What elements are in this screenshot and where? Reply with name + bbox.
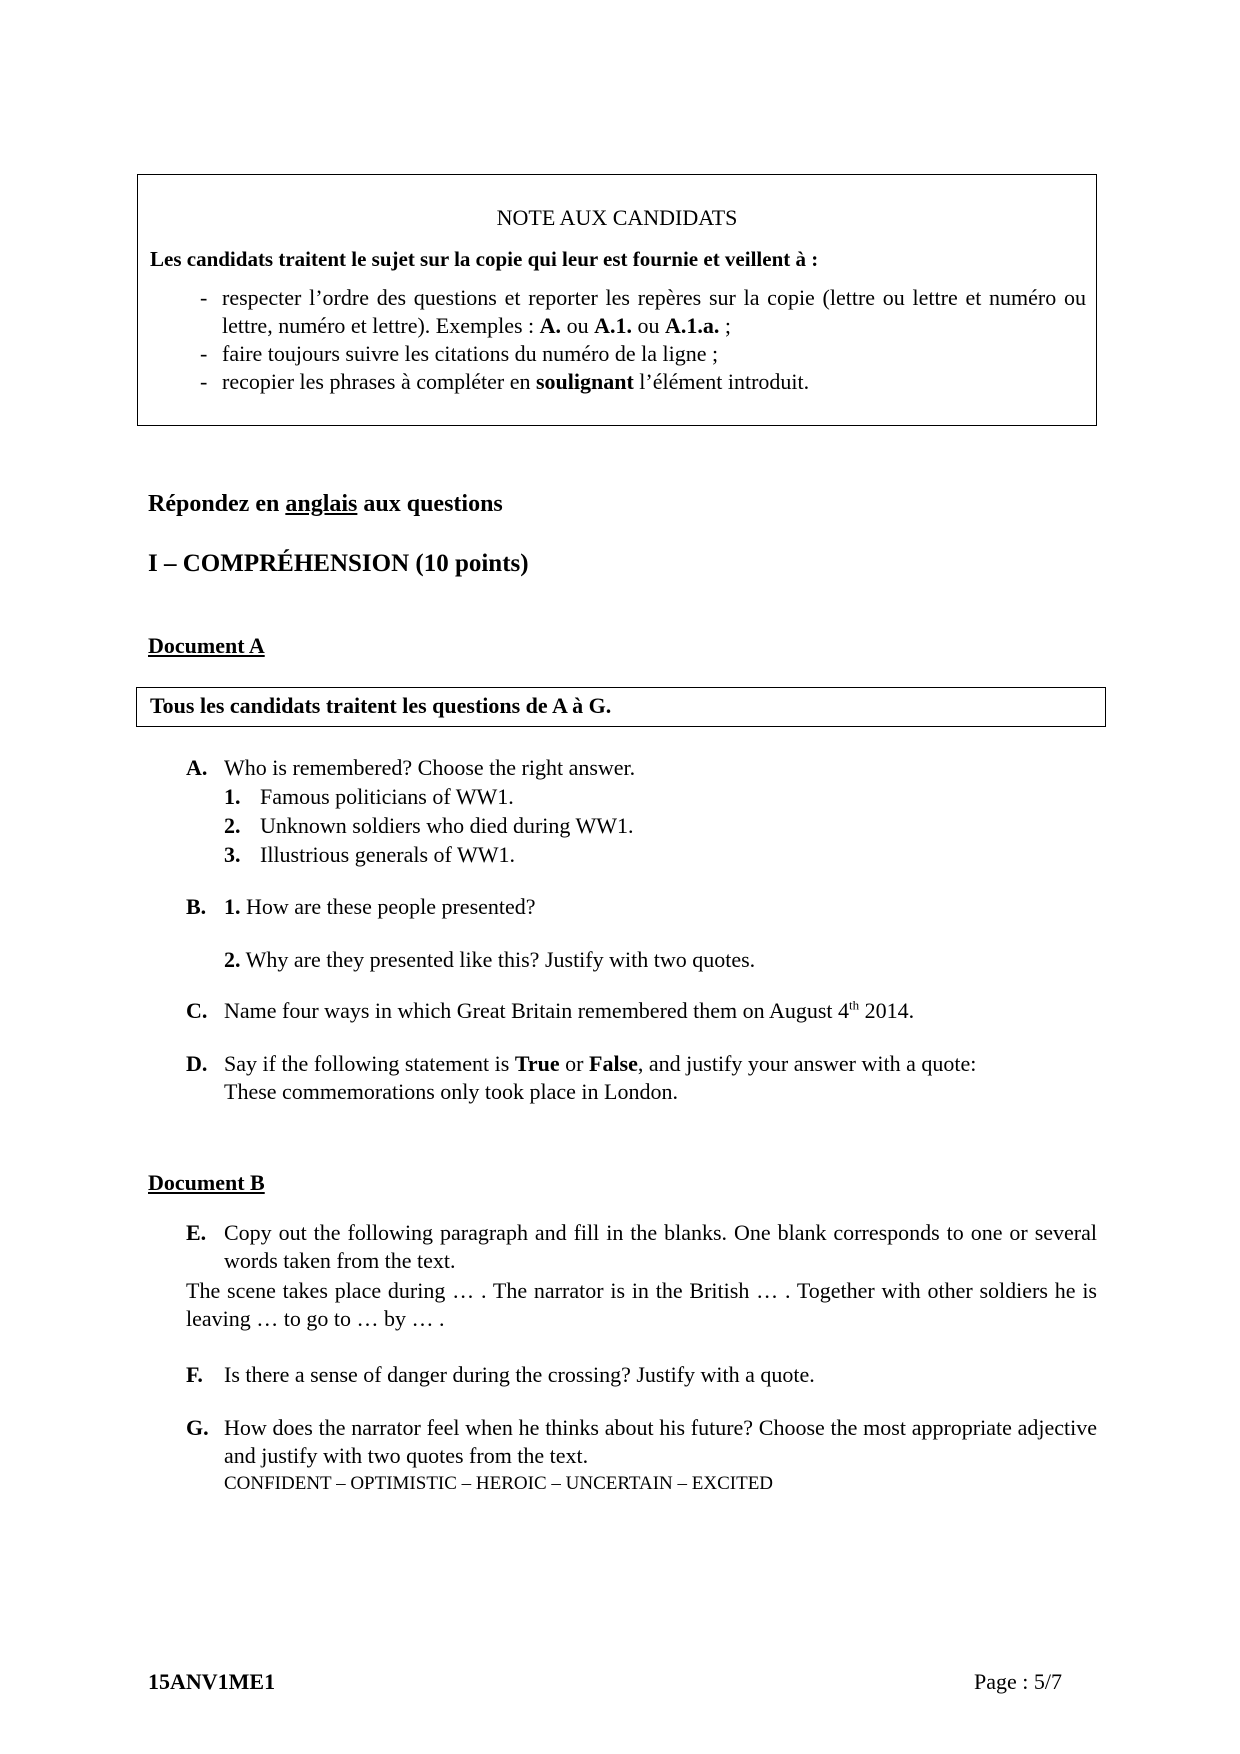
document-a-heading: Document A bbox=[148, 633, 265, 658]
note-title: NOTE AUX CANDIDATS bbox=[496, 205, 738, 230]
option-3: 3. Illustrious generals of WW1. bbox=[224, 842, 515, 867]
question-f bbox=[186, 1361, 1097, 1389]
question-label: F. bbox=[186, 1362, 203, 1387]
question-label: B. bbox=[186, 894, 207, 919]
exam-code: 15ANV1ME1 bbox=[148, 1669, 276, 1694]
option-1: 1. Famous politicians of WW1. bbox=[224, 784, 514, 809]
question-label: G. bbox=[186, 1415, 209, 1440]
question-label: A. bbox=[186, 755, 208, 780]
fill-in-paragraph: The scene takes place during … . The narrator is in the British … . Together with other soldiers he is leaving … to go to … by … . bbox=[186, 1278, 1097, 1331]
note-item-1: - respecter l’ordre des questions et reporter les repères sur la copie (lettre ou lettre et numéro ou lettre, numéro et lettre). Exemples : A. ou A.1. ou A.1.a. ; bbox=[200, 285, 1086, 338]
note-item-3: - recopier les phrases à compléter en soulignant l’élément introduit. bbox=[200, 369, 810, 394]
question-b-2: 2. Why are they presented like this? Justify with two quotes. bbox=[224, 947, 756, 972]
option-2: 2. Unknown soldiers who died during WW1. bbox=[224, 813, 634, 838]
question-label: C. bbox=[186, 998, 208, 1023]
section-heading: I – COMPRÉHENSION (10 points) bbox=[148, 550, 529, 577]
question-text: Copy out the following paragraph and fill in the blanks. One blank corresponds to one or several words taken from the text. bbox=[224, 1220, 1097, 1273]
bullet-dash: - bbox=[200, 341, 208, 366]
question-a bbox=[186, 754, 1097, 782]
question-text: How does the narrator feel when he thinks about his future? Choose the most appropriate adjective and justify with two quotes from the text. bbox=[224, 1415, 1097, 1468]
note-box bbox=[137, 174, 1097, 426]
question-label: D. bbox=[186, 1051, 208, 1076]
bullet-dash: - bbox=[200, 369, 208, 394]
bullet-dash: - bbox=[200, 285, 208, 310]
note-item-2: - faire toujours suivre les citations du numéro de la ligne ; bbox=[200, 341, 719, 366]
page-number: Page : 5/7 bbox=[974, 1669, 1062, 1694]
question-label: E. bbox=[186, 1220, 207, 1245]
instruction-heading: Répondez en anglais aux questions bbox=[148, 491, 503, 517]
all-candidates-box: Tous les candidats traitent les questions de A à G. bbox=[136, 687, 1106, 727]
question-d: D. Say if the following statement is True or False, and justify your answer with a quote: These commemorations only took place in London. bbox=[186, 1051, 977, 1104]
document-b-heading: Document B bbox=[148, 1170, 265, 1195]
question-text: Is there a sense of danger during the crossing? Justify with a quote. bbox=[224, 1362, 815, 1387]
note-list bbox=[150, 284, 1086, 396]
question-text: Who is remembered? Choose the right answer. bbox=[224, 755, 636, 780]
question-b: B. 1. How are these people presented? bbox=[186, 894, 536, 919]
question-e bbox=[186, 1219, 1097, 1275]
question-c: C. Name four ways in which Great Britain remembered them on August 4th 2014. bbox=[186, 997, 915, 1023]
adjective-choices: CONFIDENT – OPTIMISTIC – HEROIC – UNCERTAIN – EXCITED bbox=[224, 1473, 774, 1494]
note-intro: Les candidats traitent le sujet sur la copie qui leur est fournie et veillent à : bbox=[150, 247, 819, 271]
